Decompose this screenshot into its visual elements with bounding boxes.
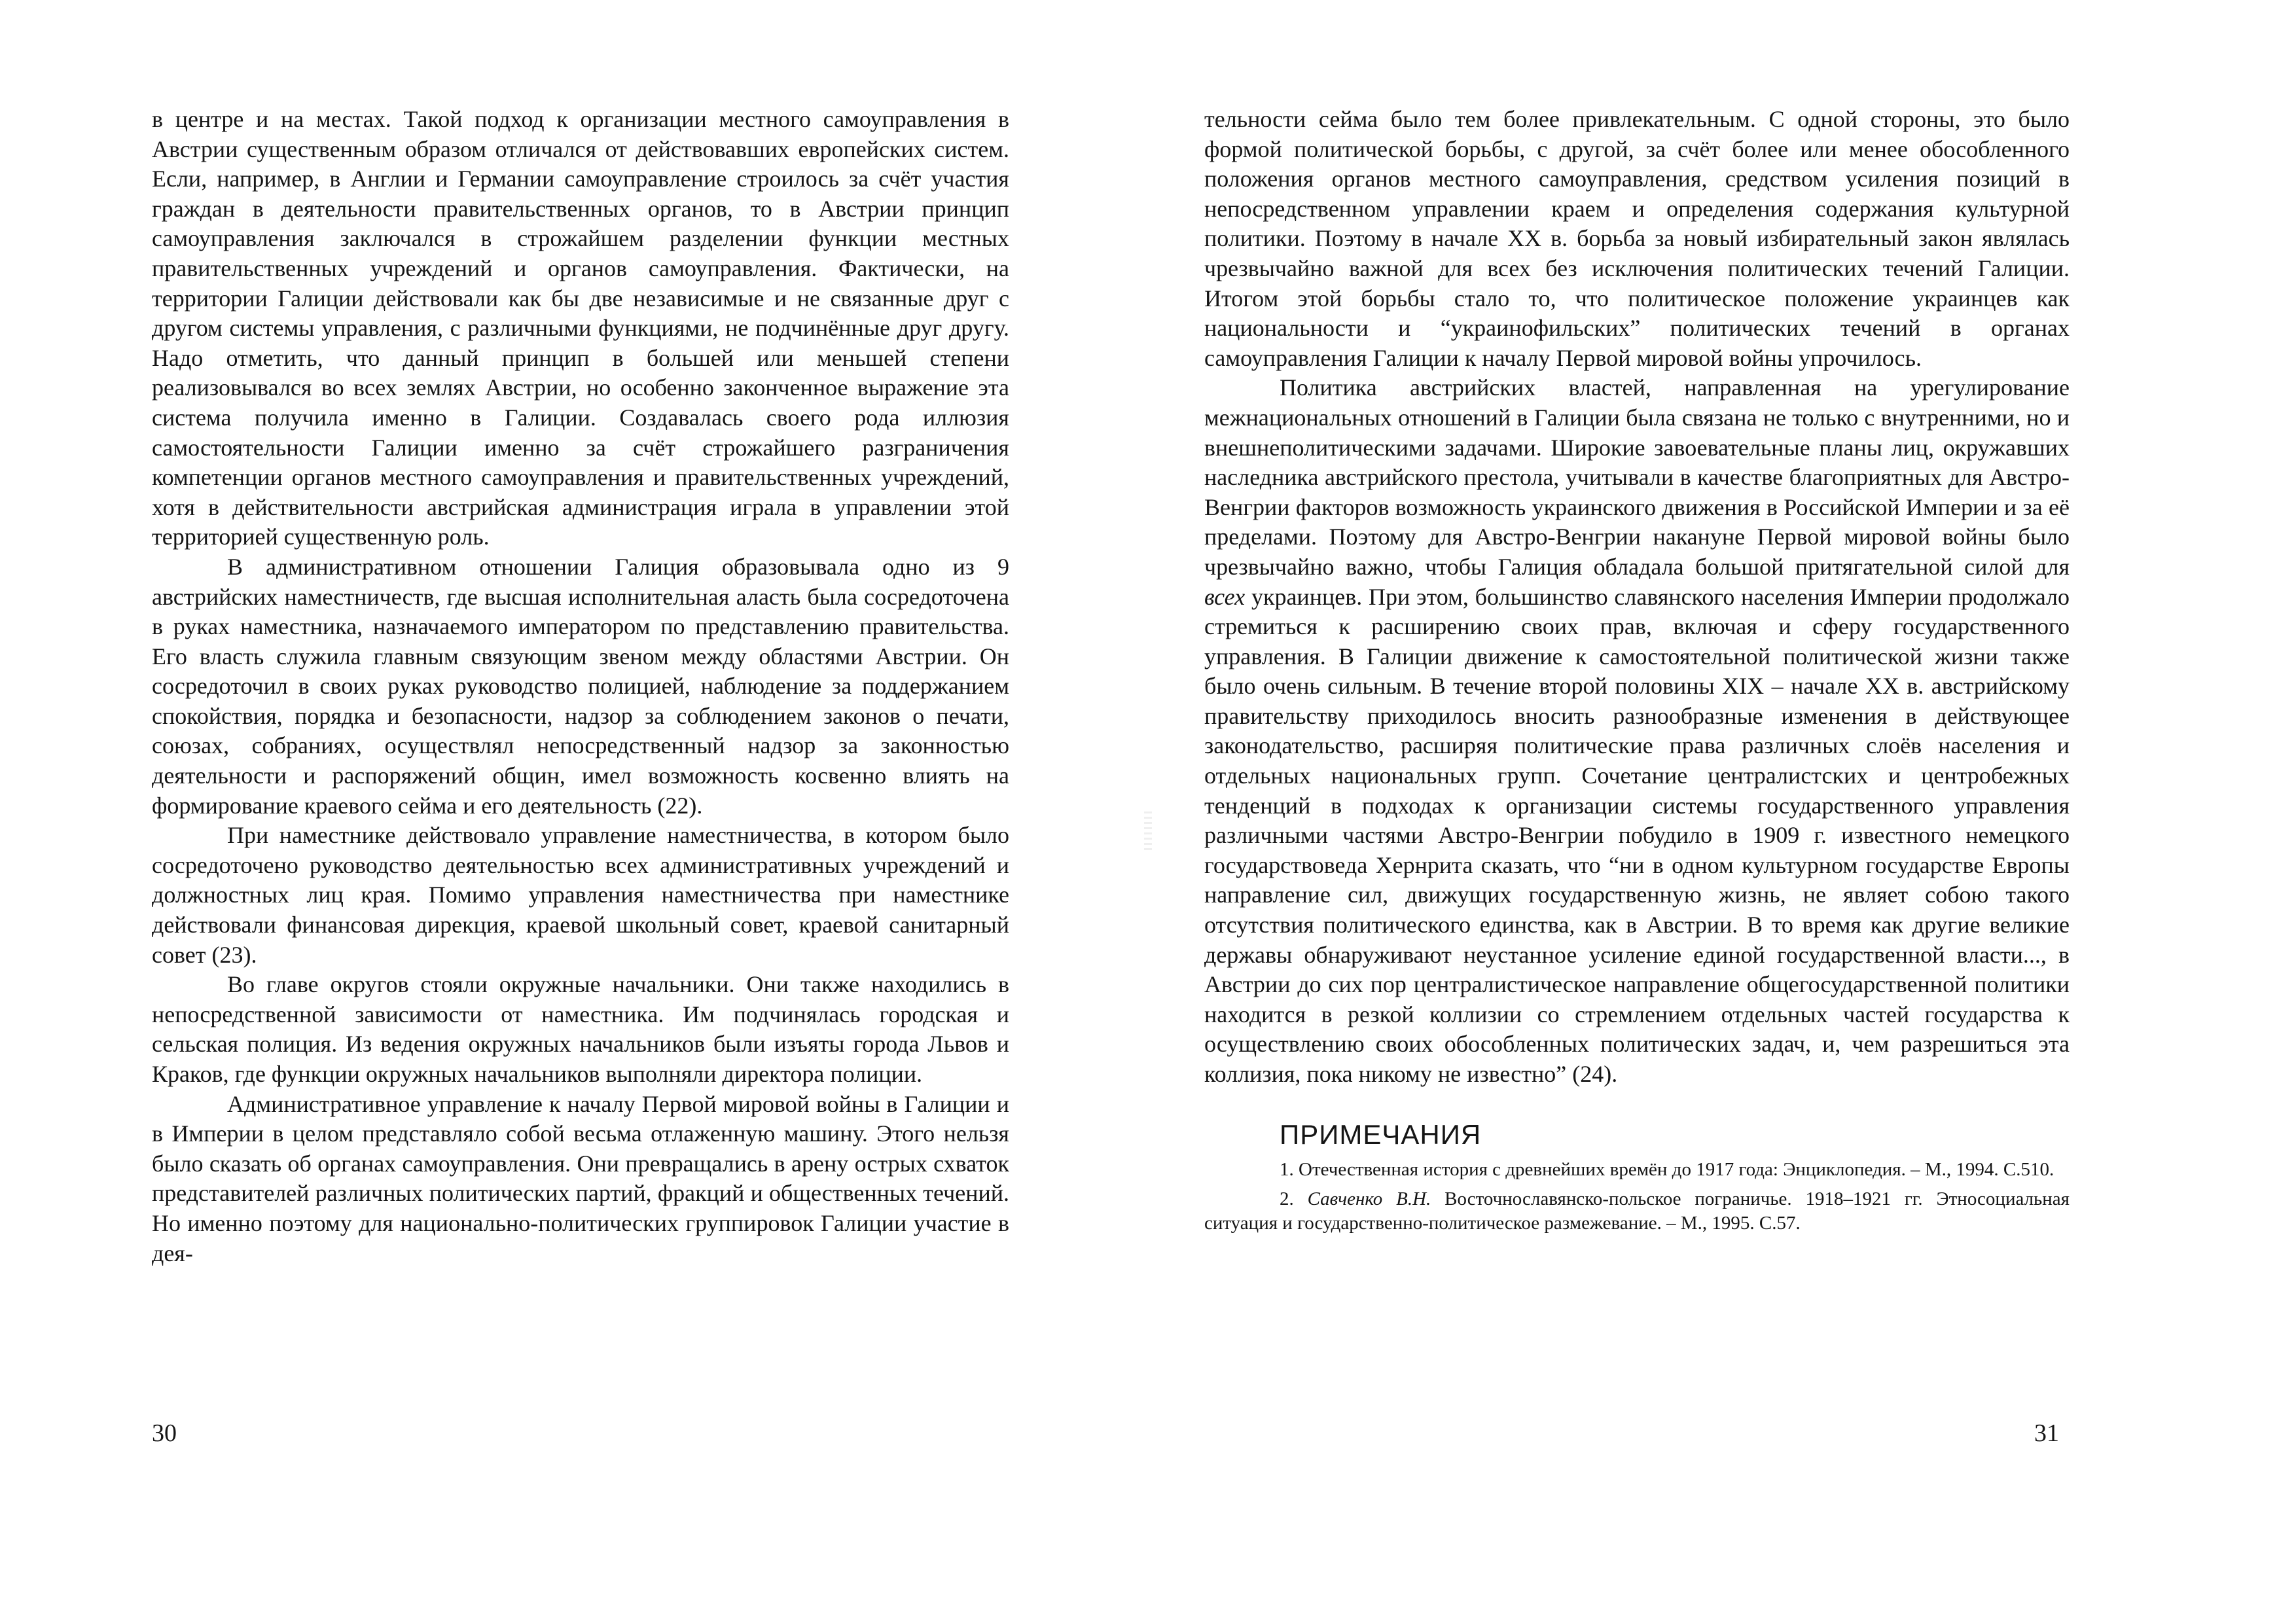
left-paragraph-1: в центре и на местах. Такой подход к организации местного самоуправления в Австрии существенным образом отличался от действовавших европейских систем. Если, например, в Англии и Германии самоуправление строилось за счёт участия граждан в деятельности правительственных органов, то в Австрии принцип самоуправления заключался в строжайшем разделении функции местных правительственных учреждений и органов самоуправления. Фактически, на территории Галиции действовали как бы две независимые и не связанные друг с другом системы управления, с различными функциями, не подчинённые друг другу. Надо отметить, что данный принцип в большей или меньшей степени реализовывался во всех землях Австрии, но особенно законченное выражение эта система получила именно в Галиции. Создавалась своего рода иллюзия самостоятельности Галиции именно за счёт строжайшего разграничения компетенции органов местного самоуправления и правительственных учреждений, хотя в действительности австрийская администрация играла в управлении этой территорией существенную роль. [152,106,1009,550]
left-page [152,105,1009,1268]
notes-heading: ПРИМЕЧАНИЯ [1280,1118,1482,1150]
right-paragraph-2-head: Политика австрийских властей, направленная на урегулирование межнациональных отношений в Галиции была связана не только с внутренними, но и внешнеполитическими задачами. Широкие завоевательные планы лиц, окружавших наследника австрийского престола, учитывали в качестве благоприятных для Австро-Венгрии факторов возможность украинского движения в Российской Империи и за её пределами. Поэтому для Австро-Венгрии накануне Первой мировой войны было чрезвычайно важно, чтобы Галиция обладала большой притягательной силой для [1204,374,2070,580]
right-page [1204,105,2070,1236]
gutter-mark [1144,812,1152,851]
left-paragraph-3: При наместнике действовало управление наместничества, в котором было сосредоточено руководство деятельностью всех административных учреждений и должностных лиц края. Помимо управления наместничества при наместнике действовали финансовая дирекция, краевой школьный совет, краевой санитарный совет (23). [152,822,1009,968]
emphasis-word: всех [1204,583,1246,610]
note-2 [1204,1187,2070,1236]
right-page-number: 31 [2034,1419,2059,1447]
note-1: 1. Отечественная история с древнейших времён до 1917 года: Энциклопедия. – М., 1994. С.510. [1280,1158,2054,1180]
note-2-text: Восточнославянско-польское пограничье. 1918–1921 гг. Этносоциальная ситуация и государственно-политическое размежевание. – М., 1995. С.57. [1204,1188,2070,1234]
left-paragraph-2: В административном отношении Галиция образовывала одно из 9 австрийских наместничеств, где высшая исполнительная аласть была сосредоточена в руках наместника, назначаемого императором по представлению правительства. Его власть служила главным связующим звеном между областями Австрии. Он сосредоточил в своих руках руководство полицией, наблюдение за поддержанием спокойствия, порядка и безопасности, надзор за соблюдением законов о печати, союзах, собраниях, осуществлял непосредственный надзор за законностью деятельности и распоряжений общин, имел возможность косвенно влиять на формирование краевого сейма и его деятельность (22). [152,553,1009,819]
right-paragraph-1: тельности сейма было тем более привлекательным. С одной стороны, это было формой политической борьбы, с другой, за счёт более или менее обособленного положения органов местного самоуправления, средством усиления позиций в непосредственном управлении краем и определения содержания культурной политики. Поэтому в начале XX в. борьба за новый избирательный закон являлась чрезвычайно важной для всех без исключения политических течений Галиции. Итогом этой борьбы стало то, что политическое положение украинцев как национальности и “украинофильских” политических течений в органах самоуправления Галиции к началу Первой мировой войны упрочилось. [1204,106,2070,371]
note-2-number: 2. [1280,1188,1294,1209]
left-paragraph-5: Административное управление к началу Первой мировой войны в Галиции и в Империи в целом представляло собой весьма отлаженную машину. Этого нельзя было сказать об органах самоуправления. Они превращались в арену острых схваток представителей различных политических партий, фракций и общественных течений. Но именно поэтому для национально-политических группировок Галиции участие в дея- [152,1090,1009,1266]
right-paragraph-2 [1204,373,2070,1089]
left-paragraph-4: Во главе округов стояли окружные начальники. Они также находились в непосредственной зависимости от наместника. Им подчинялась городская и сельская полиция. Из ведения окружных начальников были изъяты города Львов и Краков, где функции окружных начальников выполняли директора полиции. [152,971,1009,1087]
note-2-author: Савченко В.Н. [1307,1188,1431,1209]
right-paragraph-2-tail: украинцев. При этом, большинство славянского населения Империи продолжало стремиться к расширению своих прав, включая и сферу государственного управления. В Галиции движение к самостоятельной политической жизни также было очень сильным. В течение второй половины XIX – начале XX в. австрийскому правительству приходилось вносить разнообразные изменения в действующее законодательство, расширяя политические права различных слоёв населения и отдельных национальных групп. Сочетание централистских и центробежных тенденций в подходах к организации системы государственного управления различными частями Австро-Венгрии побудило в 1909 г. известного немецкого государствоведа Хернрита сказать, что “ни в одном культурном государстве Европы направление сил, движущих государственную жизнь, не являет собою такого отсутствия политического единства, как в Австрии. В то время как другие великие державы обнаруживают неустанное усиление единой государственной власти..., в Австрии до сих пор централистическое направление общегосударственной политики находится в резкой коллизии со стремлением отдельных частей государства к осуществлению своих обособленных политических задач, и, чем разрешиться эта коллизия, пока никому не известно” (24). [1204,583,2070,1087]
left-page-number: 30 [152,1419,177,1447]
